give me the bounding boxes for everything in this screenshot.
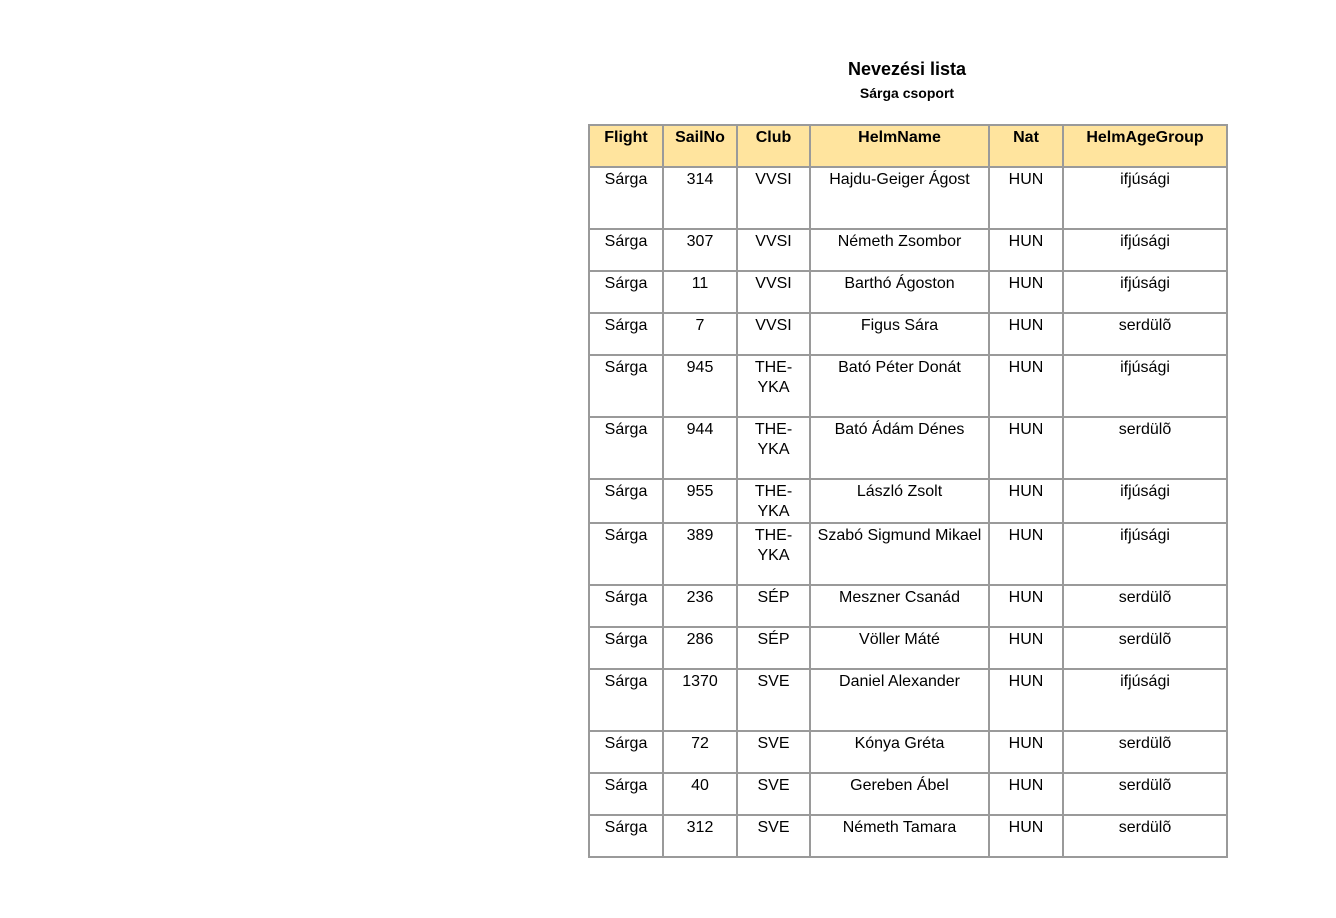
table-row <box>589 585 1227 627</box>
cell-sailno: 312 <box>663 815 737 857</box>
cell-helmname: Németh Tamara <box>810 815 989 857</box>
cell-club: SVE <box>737 815 810 857</box>
cell-nat: HUN <box>989 167 1063 229</box>
cell-sailno: 7 <box>663 313 737 355</box>
cell-club: THE-YKA <box>737 355 810 417</box>
cell-club: SÉP <box>737 585 810 627</box>
cell-nat: HUN <box>989 669 1063 731</box>
cell-helmagegroup: serdülõ <box>1063 585 1227 627</box>
cell-nat: HUN <box>989 229 1063 271</box>
cell-club: VVSI <box>737 229 810 271</box>
cell-club: THE-YKA <box>737 523 810 585</box>
column-header-flight: Flight <box>589 125 663 167</box>
cell-helmagegroup: ifjúsági <box>1063 271 1227 313</box>
cell-helmagegroup: serdülõ <box>1063 815 1227 857</box>
cell-flight: Sárga <box>589 669 663 731</box>
cell-sailno: 955 <box>663 479 737 523</box>
cell-nat: HUN <box>989 523 1063 585</box>
cell-helmagegroup: serdülõ <box>1063 773 1227 815</box>
table-row <box>589 313 1227 355</box>
cell-helmagegroup: ifjúsági <box>1063 479 1227 523</box>
cell-club: SVE <box>737 731 810 773</box>
table-row <box>589 731 1227 773</box>
cell-nat: HUN <box>989 417 1063 479</box>
table-row <box>589 355 1227 417</box>
cell-flight: Sárga <box>589 627 663 669</box>
table-row <box>589 815 1227 857</box>
table-header-row <box>589 125 1227 167</box>
cell-sailno: 72 <box>663 731 737 773</box>
cell-helmagegroup: serdülõ <box>1063 313 1227 355</box>
cell-helmagegroup: serdülõ <box>1063 627 1227 669</box>
cell-helmname: László Zsolt <box>810 479 989 523</box>
cell-club: THE-YKA <box>737 417 810 479</box>
cell-sailno: 307 <box>663 229 737 271</box>
cell-helmagegroup: serdülõ <box>1063 731 1227 773</box>
cell-sailno: 11 <box>663 271 737 313</box>
page-subtitle: Sárga csoport <box>859 85 955 101</box>
cell-helmname: Kónya Gréta <box>810 731 989 773</box>
cell-nat: HUN <box>989 627 1063 669</box>
cell-nat: HUN <box>989 355 1063 417</box>
table-row <box>589 167 1227 229</box>
cell-flight: Sárga <box>589 479 663 523</box>
cell-helmname: Gereben Ábel <box>810 773 989 815</box>
cell-helmagegroup: ifjúsági <box>1063 167 1227 229</box>
cell-flight: Sárga <box>589 773 663 815</box>
table-row <box>589 271 1227 313</box>
cell-flight: Sárga <box>589 731 663 773</box>
cell-helmname: Meszner Csanád <box>810 585 989 627</box>
column-header-helmname: HelmName <box>810 125 989 167</box>
cell-club: THE-YKA <box>737 479 810 523</box>
cell-nat: HUN <box>989 773 1063 815</box>
cell-helmname: Bató Péter Donát <box>810 355 989 417</box>
column-header-sailno: SailNo <box>663 125 737 167</box>
cell-nat: HUN <box>989 815 1063 857</box>
table-row <box>589 627 1227 669</box>
cell-flight: Sárga <box>589 417 663 479</box>
table-row <box>589 669 1227 731</box>
cell-nat: HUN <box>989 271 1063 313</box>
cell-club: VVSI <box>737 271 810 313</box>
cell-flight: Sárga <box>589 229 663 271</box>
cell-flight: Sárga <box>589 585 663 627</box>
cell-sailno: 1370 <box>663 669 737 731</box>
cell-club: SVE <box>737 669 810 731</box>
column-header-club: Club <box>737 125 810 167</box>
cell-sailno: 236 <box>663 585 737 627</box>
cell-flight: Sárga <box>589 355 663 417</box>
cell-nat: HUN <box>989 585 1063 627</box>
cell-helmname: Daniel Alexander <box>810 669 989 731</box>
cell-flight: Sárga <box>589 815 663 857</box>
cell-helmname: Németh Zsombor <box>810 229 989 271</box>
cell-helmagegroup: serdülõ <box>1063 417 1227 479</box>
cell-helmname: Völler Máté <box>810 627 989 669</box>
cell-nat: HUN <box>989 313 1063 355</box>
cell-flight: Sárga <box>589 271 663 313</box>
cell-flight: Sárga <box>589 167 663 229</box>
table-row <box>589 523 1227 585</box>
cell-flight: Sárga <box>589 313 663 355</box>
cell-helmagegroup: ifjúsági <box>1063 355 1227 417</box>
cell-helmagegroup: ifjúsági <box>1063 229 1227 271</box>
entry-list-table <box>588 124 1228 858</box>
cell-flight: Sárga <box>589 523 663 585</box>
cell-sailno: 286 <box>663 627 737 669</box>
cell-nat: HUN <box>989 731 1063 773</box>
table-row <box>589 773 1227 815</box>
cell-helmname: Bató Ádám Dénes <box>810 417 989 479</box>
cell-club: VVSI <box>737 167 810 229</box>
cell-helmname: Hajdu-Geiger Ágost <box>810 167 989 229</box>
cell-club: SVE <box>737 773 810 815</box>
cell-club: VVSI <box>737 313 810 355</box>
cell-sailno: 945 <box>663 355 737 417</box>
cell-helmagegroup: ifjúsági <box>1063 669 1227 731</box>
table-row <box>589 229 1227 271</box>
column-header-nat: Nat <box>989 125 1063 167</box>
cell-club: SÉP <box>737 627 810 669</box>
cell-helmname: Figus Sára <box>810 313 989 355</box>
cell-sailno: 389 <box>663 523 737 585</box>
cell-sailno: 314 <box>663 167 737 229</box>
cell-helmname: Barthó Ágoston <box>810 271 989 313</box>
cell-helmagegroup: ifjúsági <box>1063 523 1227 585</box>
page-title: Nevezési lista <box>847 59 967 79</box>
column-header-helmagegroup: HelmAgeGroup <box>1063 125 1227 167</box>
table-row <box>589 417 1227 479</box>
cell-nat: HUN <box>989 479 1063 523</box>
table-row <box>589 479 1227 523</box>
cell-helmname: Szabó Sigmund Mikael <box>810 523 989 585</box>
cell-sailno: 40 <box>663 773 737 815</box>
cell-sailno: 944 <box>663 417 737 479</box>
